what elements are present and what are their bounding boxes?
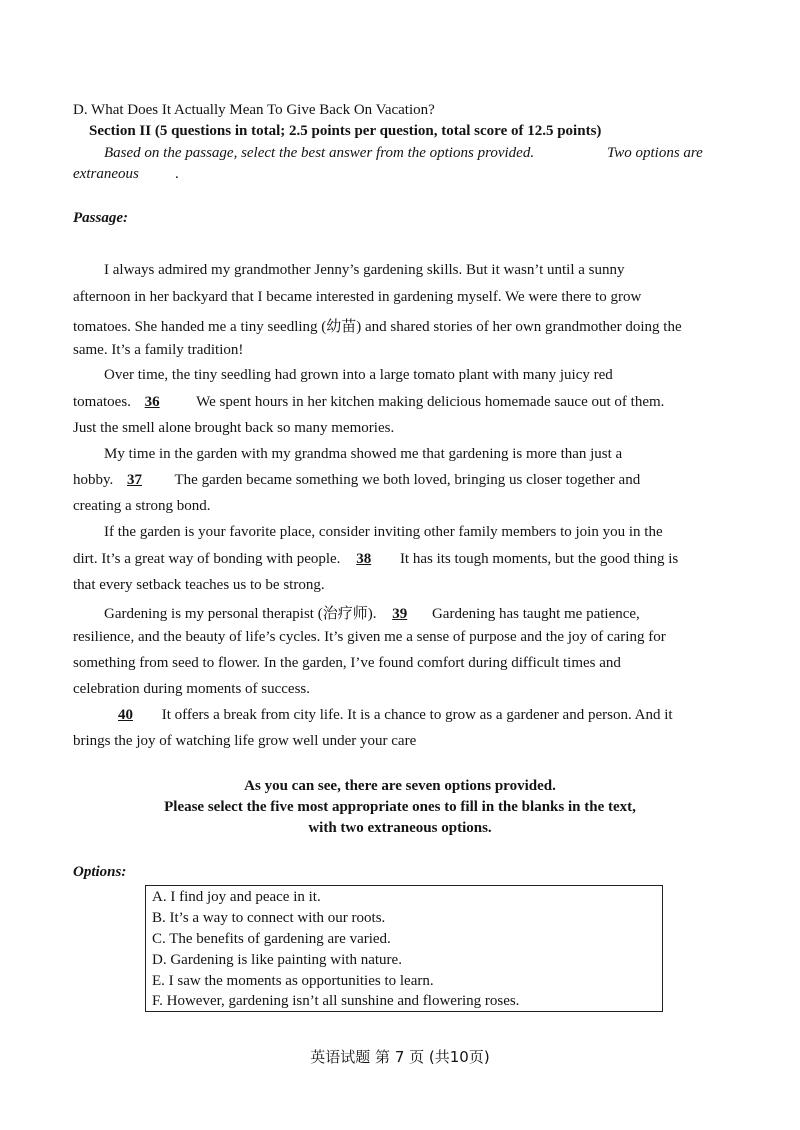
instruction-text-continued: Two options are (607, 145, 703, 161)
blank-40[interactable]: 40 (118, 707, 133, 723)
options-box (145, 885, 663, 1012)
instruction-text: Based on the passage, select the best answer from the options provided. (104, 145, 535, 161)
passage-line-with-blank (73, 394, 664, 411)
option-f[interactable]: F. However, gardening isn’t all sunshine and flowering roses. (152, 993, 520, 1009)
instruction-text-end: extraneous (73, 166, 139, 182)
passage-line: Over time, the tiny seedling had grown into a large tomato plant with many juicy red (104, 367, 613, 383)
passage-text: hobby. (73, 472, 114, 488)
passage-line: Just the smell alone brought back so many memories. (73, 420, 395, 436)
passage-line: My time in the garden with my grandma showed me that gardening is more than just a (104, 446, 623, 462)
option-a[interactable]: A. I find joy and peace in it. (152, 889, 321, 905)
passage-line: brings the joy of watching life grow well under your care (73, 733, 417, 749)
passage-text: dirt. It’s a great way of bonding with people. (73, 551, 341, 567)
option-b[interactable]: B. It’s a way to connect with our roots. (152, 910, 386, 926)
passage-line: something from seed to flower. In the garden, I’ve found comfort during difficult times and (73, 655, 621, 671)
passage-line: that every setback teaches us to be strong. (73, 577, 325, 593)
option-d[interactable]: D. Gardening is like painting with nature. (152, 952, 402, 968)
passage-line: tomatoes. She handed me a tiny seedling (幼苗) and shared stories of her own grandmother doing the (73, 319, 682, 335)
passage-text: It has its tough moments, but the good thing is (399, 551, 679, 567)
passage-text: Gardening has taught me patience, (431, 606, 640, 622)
passage-text: The garden became something we both loved, bringing us closer together and (174, 472, 641, 488)
passage-line: same. It’s a family tradition! (73, 342, 244, 358)
instruction-period: . (175, 166, 179, 182)
option-c[interactable]: C. The benefits of gardening are varied. (152, 931, 391, 947)
passage-line-with-blank (73, 472, 640, 489)
passage-text: Gardening is my personal therapist (治疗师). (104, 606, 377, 622)
page-footer: 英语试题 第 7 页 (共10页) (310, 1048, 490, 1066)
passage-line: I always admired my grandmother Jenny’s gardening skills. But it wasn’t until a sunny (104, 262, 625, 278)
passage-label: Passage: (73, 210, 128, 226)
blank-37[interactable]: 37 (127, 472, 143, 488)
blank-38[interactable]: 38 (356, 551, 372, 567)
options-label: Options: (73, 864, 127, 880)
passage-text: We spent hours in her kitchen making delicious homemade sauce out of them. (196, 394, 665, 410)
blank-36[interactable]: 36 (144, 394, 160, 410)
passage-line: celebration during moments of success. (73, 681, 311, 697)
blank-39[interactable]: 39 (392, 606, 408, 622)
passage-line-with-blank (104, 602, 640, 623)
passage-line-with-blank (73, 551, 678, 568)
passage-line: creating a strong bond. (73, 498, 211, 514)
instruction-note-line-1: As you can see, there are seven options provided. (244, 778, 556, 794)
option-e[interactable]: E. I saw the moments as opportunities to learn. (152, 973, 434, 989)
passage-line: resilience, and the beauty of life’s cycles. It’s given me a sense of purpose and the joy of caring for (73, 629, 666, 645)
passage-line-with-blank (104, 707, 673, 724)
instruction-note-line-3: with two extraneous options. (308, 820, 492, 836)
passage-line: If the garden is your favorite place, consider inviting other family members to join you in the (104, 524, 663, 540)
section-title: Section II (5 questions in total; 2.5 points per question, total score of 12.5 points) (89, 123, 602, 139)
instruction-note-line-2: Please select the five most appropriate ones to fill in the blanks in the text, (164, 799, 636, 815)
previous-question-option-d: D. What Does It Actually Mean To Give Back On Vacation? (73, 102, 435, 118)
passage-text: It offers a break from city life. It is a chance to grow as a gardener and person. And it (161, 707, 673, 723)
passage-line: afternoon in her backyard that I became interested in gardening myself. We were there to grow (73, 289, 642, 305)
passage-text: tomatoes. (73, 394, 131, 410)
